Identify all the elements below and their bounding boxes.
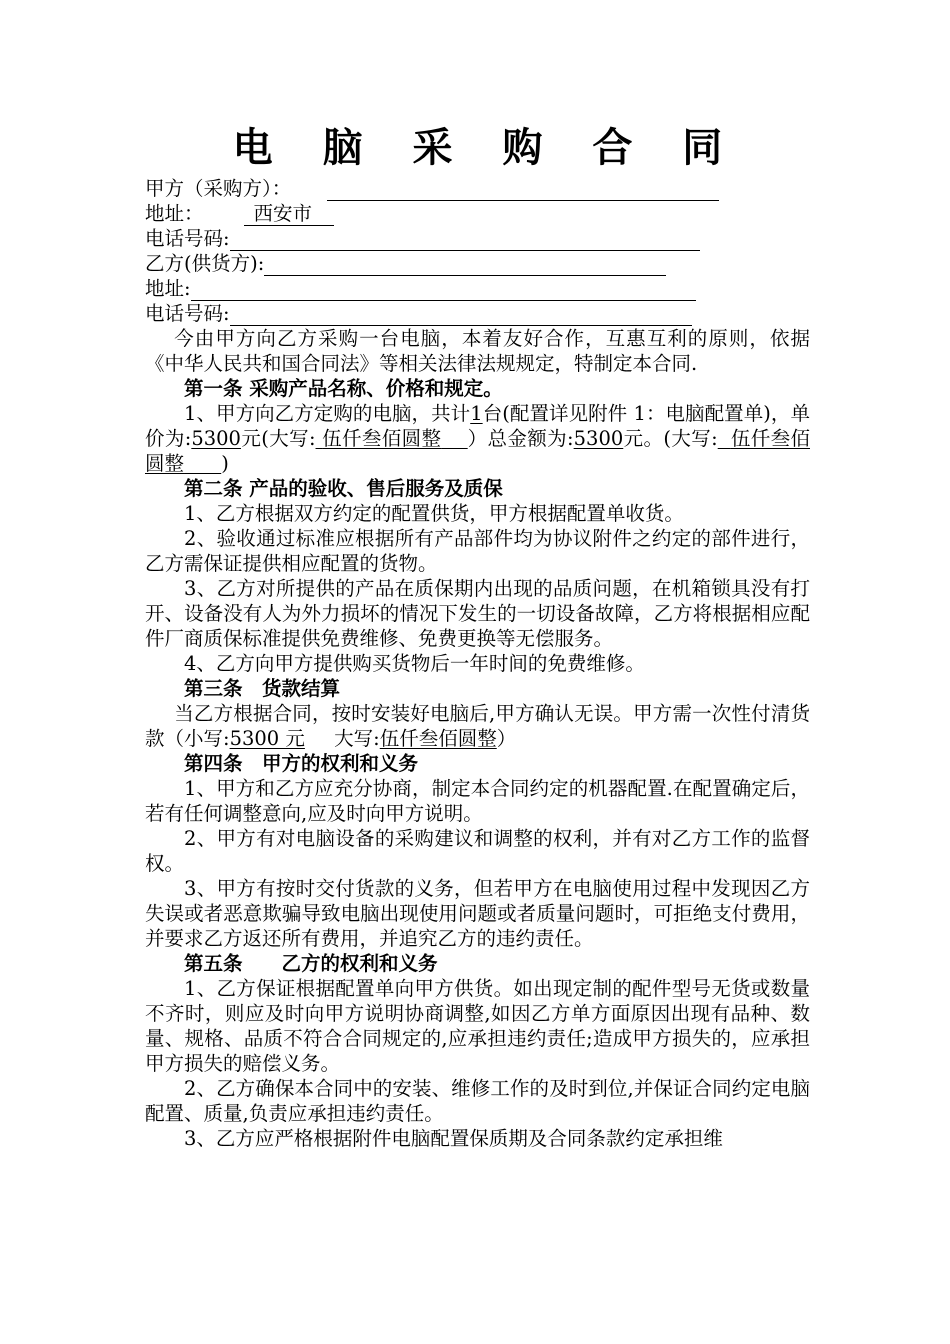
buyer-phone-blank[interactable] bbox=[230, 230, 700, 251]
article5-item2: 2、乙方确保本合同中的安装、维修工作的及时到位,并保证合同约定电脑配置、质量,负责应承担违约责任。 bbox=[145, 1077, 810, 1125]
intro-paragraph: 今由甲方向乙方采购一台电脑，本着友好合作，互惠互利的原则，依据《中华人民共和国合同法》等相关法律法规规定，特制定本合同. bbox=[145, 327, 810, 375]
article3-paragraph bbox=[145, 701, 810, 751]
article3-heading: 第三条 货款结算 bbox=[184, 677, 341, 700]
unit-price-words bbox=[316, 427, 468, 450]
buyer-phone-label: 电话号码: bbox=[145, 227, 230, 250]
buyer-address-row bbox=[145, 201, 810, 226]
buyer-phone-row bbox=[145, 226, 810, 251]
article1-text-c: 元(大写: bbox=[240, 427, 316, 450]
payment-amount-words: 伍仟叁佰圆整 bbox=[379, 727, 497, 750]
article3-text-c: ） bbox=[496, 727, 517, 750]
payment-amount: 5300 元 bbox=[229, 727, 305, 750]
contract-page bbox=[145, 120, 810, 1151]
unit-price-words-text: 伍仟叁佰圆整 bbox=[322, 427, 442, 450]
article2-item3: 3、乙方对所提供的产品在质保期内出现的品质问题，在机箱锁具没有打开、设备没有人为外力损坏的情况下发生的一切设备故障，乙方将根据相应配件厂商质保标准提供免费维修、免费更换等无偿服务。 bbox=[145, 577, 810, 650]
article5-heading: 第五条 乙方的权利和义务 bbox=[184, 952, 438, 975]
buyer-address-field[interactable] bbox=[244, 203, 334, 226]
article2-item4: 4、乙方向甲方提供购买货物后一年时间的免费维修。 bbox=[184, 652, 645, 675]
seller-phone-row bbox=[145, 301, 810, 326]
buyer-row bbox=[145, 176, 810, 201]
seller-row bbox=[145, 251, 810, 276]
article4-item1: 1、甲方和乙方应充分协商，制定本合同约定的机器配置.在配置确定后，若有任何调整意向,应及时向甲方说明。 bbox=[145, 777, 810, 825]
buyer-label: 甲方（采购方）： bbox=[145, 177, 292, 200]
seller-name-blank[interactable] bbox=[264, 255, 666, 276]
article2-item1: 1、乙方根据双方约定的配置供货，甲方根据配置单收货。 bbox=[184, 502, 684, 525]
article1-text-a: 1、甲方向乙方定购的电脑，共计 bbox=[184, 402, 471, 425]
article4-item2: 2、甲方有对电脑设备的采购建议和调整的权利，并有对乙方工作的监督权。 bbox=[145, 827, 810, 875]
article5-item3: 3、乙方应严格根据附件电脑配置保质期及合同条款约定承担维 bbox=[184, 1127, 723, 1150]
article5-item1: 1、乙方保证根据配置单向甲方供货。如出现定制的配件型号无货或数量不齐时，则应及时向甲方说明协商调整,如因乙方单方面原因出现有品种、数量、规格、品质不符合合同规定的,应承担违约责任;造成甲方损失的，应承担甲方损失的赔偿义务。 bbox=[145, 977, 810, 1075]
seller-phone-label: 电话号码: bbox=[145, 302, 230, 325]
document-title: 电 脑 采 购 合 同 bbox=[232, 125, 741, 171]
article1-item1 bbox=[145, 401, 810, 476]
article2-heading: 第二条 产品的验收、售后服务及质保 bbox=[184, 477, 503, 500]
article4-heading: 第四条 甲方的权利和义务 bbox=[184, 752, 419, 775]
buyer-address-value: 西安市 bbox=[253, 202, 313, 225]
seller-label: 乙方(供货方): bbox=[145, 252, 265, 275]
seller-address-blank[interactable] bbox=[191, 280, 696, 301]
article1-text-e: 元。(大写: bbox=[623, 427, 718, 450]
article3-text-a: 当乙方根据合同，按时安装好电脑后,甲方确认无误。甲方需一次性付清货款（小写: bbox=[145, 702, 810, 750]
article1-text-f: ) bbox=[221, 452, 229, 475]
article2-item2: 2、验收通过标准应根据所有产品部件均为协议附件之约定的部件进行，乙方需保证提供相应配置的货物。 bbox=[145, 527, 810, 575]
total-value: 5300 bbox=[573, 427, 624, 450]
article1-text-d: ）总金额为: bbox=[467, 427, 574, 450]
seller-address-row bbox=[145, 276, 810, 301]
total-words-text: 伍仟叁佰圆整 bbox=[145, 427, 810, 475]
unit-price-value: 5300 bbox=[191, 427, 241, 450]
seller-address-label: 地址: bbox=[145, 277, 191, 300]
article1-text-b: 台(配置详见附件 1：电脑配置单)，单价为: bbox=[145, 402, 810, 450]
article3-text-b: 大写: bbox=[334, 727, 380, 750]
quantity-value: 1 bbox=[470, 402, 483, 425]
seller-phone-blank[interactable] bbox=[230, 305, 692, 326]
article1-heading: 第一条 采购产品名称、价格和规定。 bbox=[184, 377, 503, 400]
article4-item3: 3、甲方有按时交付货款的义务，但若甲方在电脑使用过程中发现因乙方失误或者恶意欺骗导致电脑出现使用问题或者质量问题时，可拒绝支付费用，并要求乙方返还所有费用，并追究乙方的违约责任。 bbox=[145, 877, 810, 950]
buyer-name-blank[interactable] bbox=[327, 180, 719, 201]
buyer-address-label: 地址： bbox=[145, 202, 204, 225]
